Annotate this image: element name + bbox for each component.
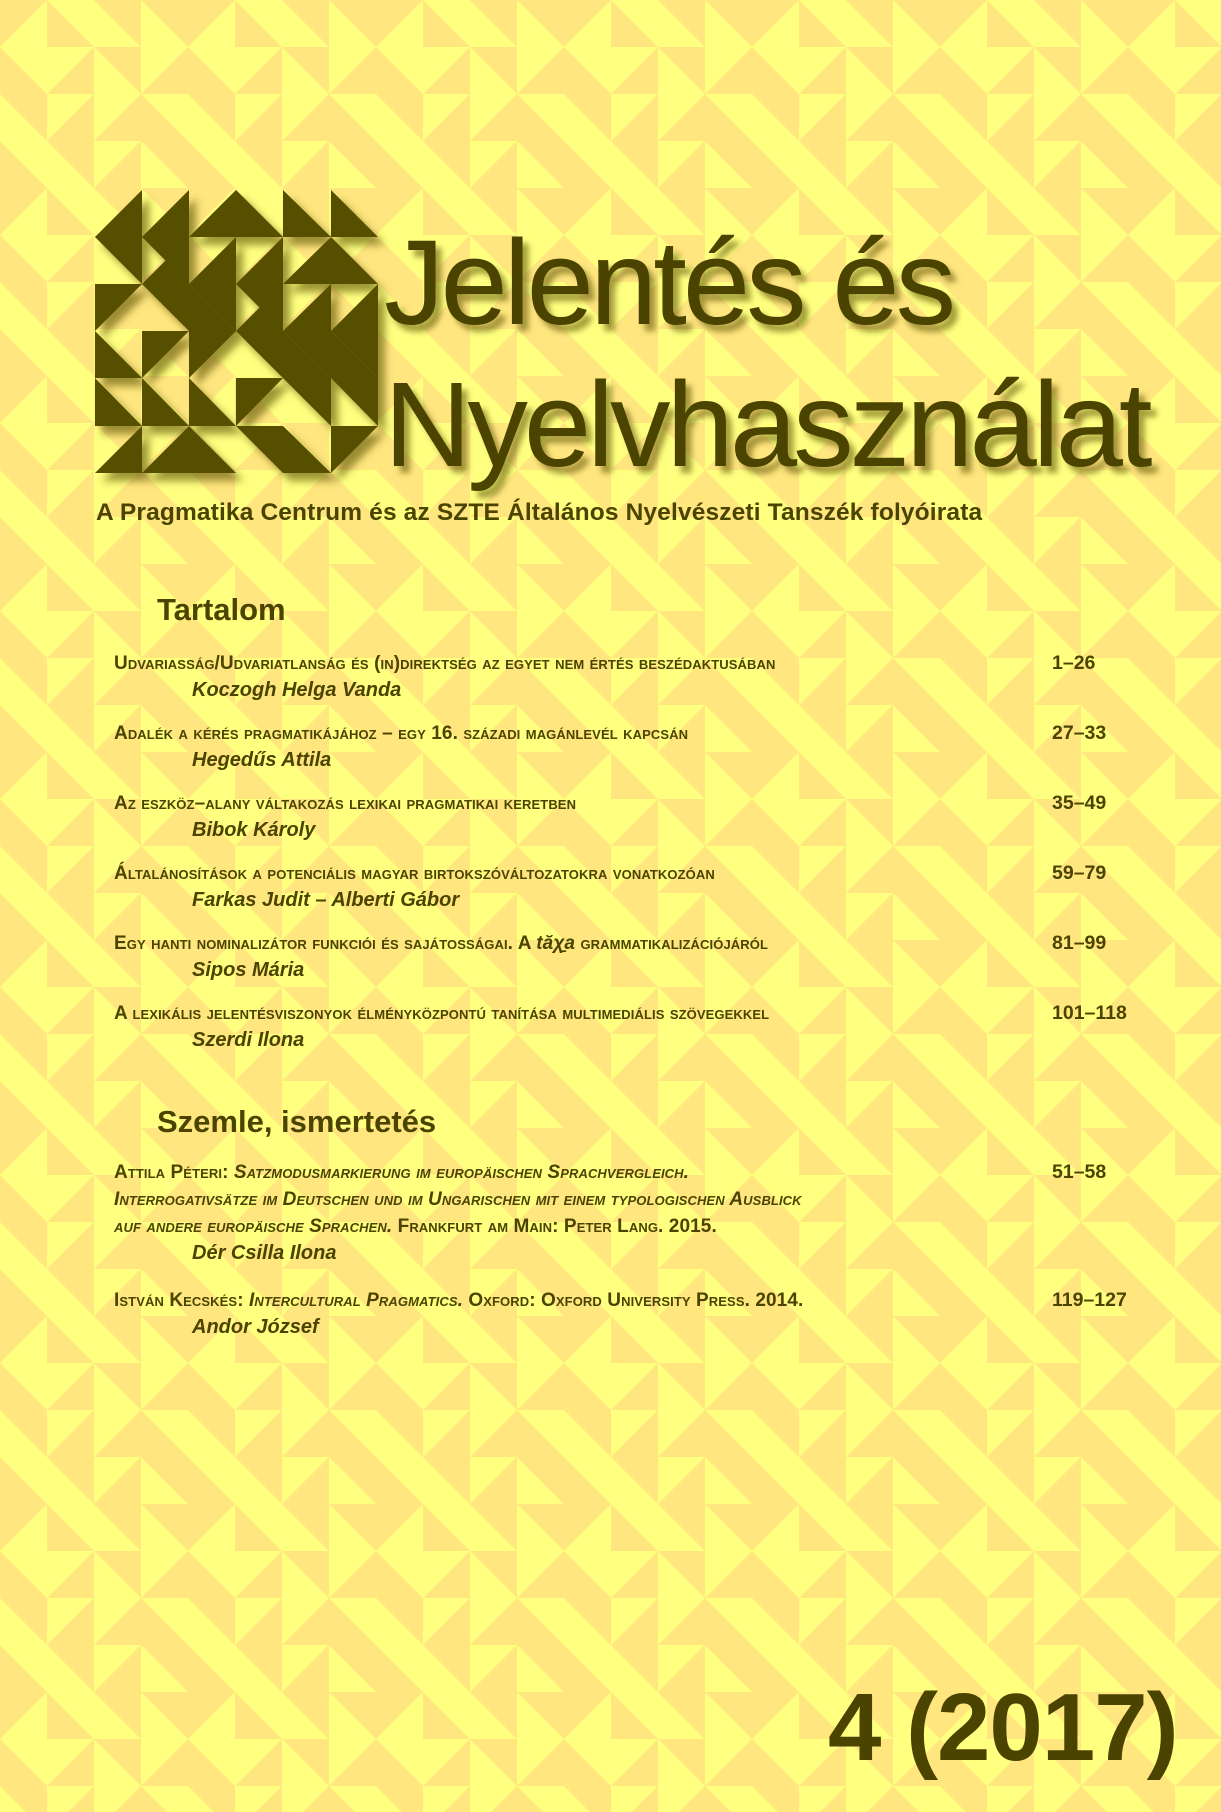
- page-range: 51–58: [1052, 1161, 1107, 1183]
- toc-entry[interactable]: [114, 930, 1214, 983]
- review-book-title-cont: Interrogativsätze im Deutschen und im Ungarischen mit einem typologischen Ausblick: [114, 1189, 802, 1210]
- article-author: Bibok Károly: [192, 819, 316, 841]
- article-author: Szerdi Ilona: [192, 1029, 305, 1051]
- review-book-author: István Kecskés:: [114, 1290, 250, 1311]
- article-author: Farkas Judit – Alberti Gábor: [192, 889, 460, 911]
- journal-subtitle: A Pragmatika Centrum és az SZTE Általános Nyelvészeti Tanszék folyóirata: [96, 499, 983, 526]
- review-entry[interactable]: [114, 1287, 1214, 1340]
- toc-entry[interactable]: [114, 720, 1214, 773]
- page-range: 27–33: [1052, 722, 1107, 744]
- journal-title-line2: Nyelvhasználat: [384, 356, 1149, 492]
- page-range: 59–79: [1052, 862, 1107, 884]
- page-range: 101–118: [1052, 1002, 1127, 1024]
- review-title-line1[interactable]: [114, 1159, 1214, 1186]
- journal-logo: [95, 190, 378, 473]
- toc-entry[interactable]: [114, 790, 1214, 843]
- review-book-title-end: auf andere europäische Sprachen.: [114, 1216, 393, 1237]
- issue-number: 4 (2017): [828, 1674, 1178, 1781]
- review-book-title: Satzmodusmarkierung im europäischen Sprachvergleich.: [233, 1162, 690, 1183]
- article-title[interactable]: Általánosítások a potenciális magyar birtokszóváltozatokra vonatkozóan: [114, 863, 715, 884]
- article-author: Hegedűs Attila: [192, 749, 332, 771]
- journal-title-line1: Jelentés és: [384, 214, 953, 350]
- review-author: Dér Csilla Ilona: [192, 1242, 337, 1264]
- review-book-author: Attila Péteri:: [114, 1162, 234, 1183]
- review-author: Andor József: [192, 1316, 319, 1338]
- page-range: 119–127: [1052, 1289, 1127, 1311]
- article-title[interactable]: A lexikális jelentésviszonyok élményközpontú tanítása multimediális szövegekkel: [114, 1003, 770, 1024]
- article-title[interactable]: Udvariasság/Udvariatlanság és (in)direktség az egyet nem értés beszédaktusában: [114, 653, 776, 674]
- review-title-line3[interactable]: [114, 1213, 1214, 1240]
- review-publisher: Frankfurt am Main: Peter Lang. 2015.: [392, 1216, 717, 1237]
- review-title-line1[interactable]: [114, 1287, 1214, 1314]
- triangle-grid-logo-icon: [95, 190, 378, 473]
- article-title[interactable]: Az eszköz–alany váltakozás lexikai pragmatikai keretben: [114, 793, 577, 814]
- page-range: 81–99: [1052, 932, 1107, 954]
- title-part: Egy hanti nominalizátor funkciói és sajátosságai. A: [114, 933, 537, 954]
- review-entry[interactable]: [114, 1159, 1214, 1266]
- article-author: Koczogh Helga Vanda: [192, 679, 402, 701]
- toc-entry[interactable]: [114, 1000, 1214, 1053]
- contents-heading: Tartalom: [157, 592, 286, 627]
- toc-entry[interactable]: [114, 650, 1214, 703]
- title-italic-term: tăχ̱a: [536, 933, 576, 954]
- title-part: grammatikalizációjáról: [575, 933, 769, 954]
- review-publisher: Oxford: Oxford University Press. 2014.: [462, 1290, 804, 1311]
- article-title[interactable]: [114, 930, 1214, 957]
- article-title[interactable]: Adalék a kérés pragmatikájához – egy 16. századi magánlevél kapcsán: [114, 723, 689, 744]
- page-range: 35–49: [1052, 792, 1107, 814]
- review-title-line2[interactable]: [114, 1186, 1214, 1213]
- page-range: 1–26: [1052, 652, 1096, 674]
- reviews-heading: Szemle, ismertetés: [157, 1104, 437, 1139]
- article-author: Sipos Mária: [192, 959, 305, 981]
- toc-entry[interactable]: [114, 860, 1214, 913]
- review-book-title: Intercultural Pragmatics.: [249, 1290, 463, 1311]
